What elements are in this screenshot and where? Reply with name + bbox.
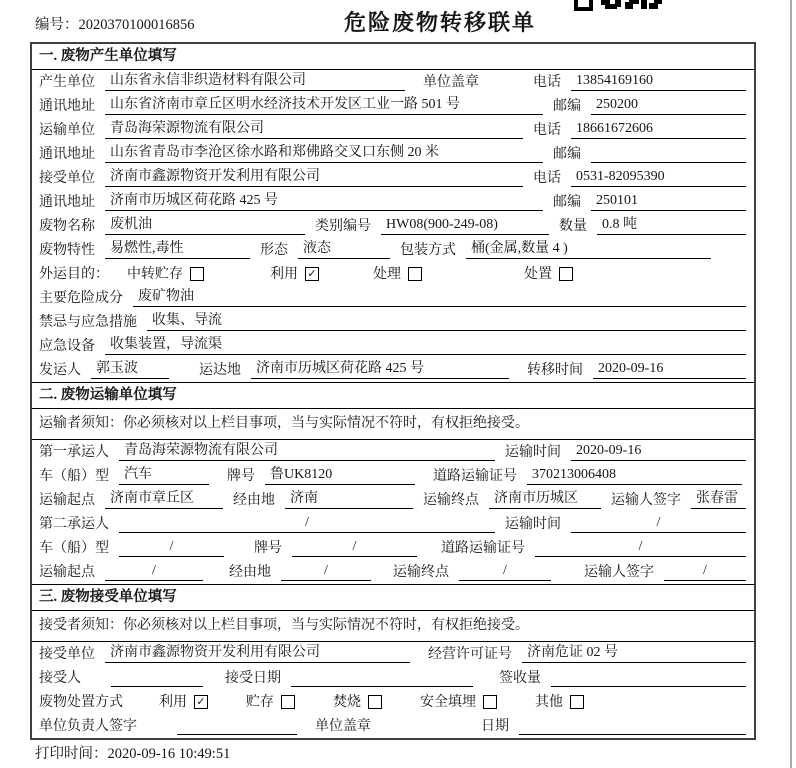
route1-start-label: 运输起点 [39, 493, 95, 508]
receive-date-value [291, 686, 473, 687]
disposal-label: 废物处置方式 [39, 695, 123, 710]
receiver-address-value: 济南市历城区荷花路 425 号 [105, 192, 543, 211]
row-receiver [32, 166, 754, 190]
producer-address-value: 山东省济南市章丘区明水经济技术开发区工业一路 501 号 [105, 96, 543, 115]
option-other [535, 693, 584, 712]
vehicle1-plate-value: 鲁UK8120 [265, 466, 415, 485]
transporter-notice: 运输者须知：你必须核对以上栏目事项，当与实际情况不符时，有权拒绝接受。 [32, 409, 754, 440]
row-waste-name [32, 214, 754, 238]
option-reuse-label: 利用 [270, 267, 298, 282]
transporter-value: 青岛海荣源物流有限公司 [105, 120, 523, 139]
receiver-phone-value: 0531-82095390 [571, 168, 746, 187]
vehicle2-permit-label: 道路运输证号 [441, 541, 525, 556]
row-vehicle2 [32, 536, 754, 560]
route2-start-value: / [105, 562, 203, 581]
checkbox-dispose [559, 267, 573, 281]
waste-traits-value: 易燃性,毒性 [105, 240, 250, 259]
row-carrier2 [32, 512, 754, 536]
row-receiver-address [32, 190, 754, 214]
transporter-address-label: 通讯地址 [39, 147, 95, 162]
transporter-phone-label: 电话 [533, 123, 561, 138]
route2-via-value: / [281, 562, 371, 581]
row-shipper [32, 358, 754, 382]
route1-end-value: 济南市历城区 [489, 490, 601, 509]
carrier1-time-label: 运输时间 [505, 445, 561, 460]
row-vehicle1 [32, 464, 754, 488]
sign-date-value [519, 734, 746, 735]
row-hazard [32, 286, 754, 310]
waste-name-value: 废机油 [105, 216, 305, 235]
waste-category-label: 类别编号 [315, 219, 371, 234]
doc-number-label: 编号： [35, 17, 79, 33]
route1-start-value: 济南市章丘区 [105, 490, 223, 509]
vehicle1-permit-value: 370213006408 [527, 466, 742, 485]
section1-header: 一. 废物产生单位填写 [32, 44, 754, 70]
contraindication-value: 收集、导流 [147, 312, 746, 331]
route2-end-label: 运输终点 [393, 565, 449, 580]
row-responsible-sign [32, 714, 754, 738]
route2-start-label: 运输起点 [39, 565, 95, 580]
option-transfer-storage [127, 265, 204, 284]
receiver-address-label: 通讯地址 [39, 195, 95, 210]
checkbox-other [570, 695, 584, 709]
unit-seal2-label: 单位盖章 [315, 719, 371, 734]
hazard-label: 主要危险成分 [39, 291, 123, 306]
receive-unit-label: 接受单位 [39, 647, 95, 662]
destination-label: 运达地 [199, 363, 241, 378]
option-other-label: 其他 [535, 695, 563, 710]
receive-unit-value: 济南市鑫源物资开发利用有限公司 [105, 644, 410, 663]
checkbox-store [281, 695, 295, 709]
producer-phone-label: 电话 [533, 75, 561, 90]
transporter-label: 运输单位 [39, 123, 95, 138]
option-store-label: 贮存 [246, 695, 274, 710]
option-transfer-storage-label: 中转贮存 [127, 267, 183, 282]
checkbox-reuse: ✓ [305, 267, 319, 281]
waste-quantity-label: 数量 [559, 219, 587, 234]
checkbox-disposal-reuse: ✓ [194, 695, 208, 709]
row-route1 [32, 488, 754, 512]
receipt-amount-value [551, 686, 746, 687]
shipper-label: 发运人 [39, 363, 81, 378]
waste-traits-label: 废物特性 [39, 243, 95, 258]
row-producer [32, 70, 754, 94]
row-contraindication [32, 310, 754, 334]
responsible-sign-label: 单位负责人签字 [39, 719, 137, 734]
waste-form-value: 液态 [298, 240, 390, 259]
route1-via-value: 济南 [285, 490, 413, 509]
option-incinerate-label: 焚烧 [333, 695, 361, 710]
equipment-label: 应急设备 [39, 339, 95, 354]
vehicle1-permit-label: 道路运输证号 [433, 469, 517, 484]
route2-end-value: / [459, 562, 551, 581]
row-receive-person [32, 666, 754, 690]
shipper-value: 郭玉波 [91, 360, 169, 379]
route1-end-label: 运输终点 [423, 493, 479, 508]
hazard-value: 废矿物油 [133, 288, 746, 307]
route1-sign-value: 张春雷 [691, 490, 746, 509]
sign-date-label: 日期 [481, 719, 509, 734]
route2-sign-value: / [664, 562, 746, 581]
document-header [0, 0, 796, 42]
license-value: 济南危证 02 号 [522, 644, 746, 663]
row-transporter [32, 118, 754, 142]
vehicle2-plate-value: / [292, 538, 417, 557]
option-disposal-reuse-label: 利用 [159, 695, 187, 710]
vehicle1-type-value: 汽车 [119, 466, 209, 485]
waste-quantity-value: 0.8 吨 [597, 216, 746, 235]
transfer-time-value: 2020-09-16 [593, 360, 746, 379]
row-carrier1 [32, 440, 754, 464]
equipment-value: 收集装置，导流渠 [105, 336, 746, 355]
row-purpose [32, 262, 754, 286]
waste-name-label: 废物名称 [39, 219, 95, 234]
row-producer-address [32, 94, 754, 118]
doc-number-value: 2020370100016856 [78, 17, 195, 33]
print-time-value: 2020-09-16 10:49:51 [107, 746, 231, 762]
transporter-phone-value: 18661672606 [571, 120, 746, 139]
destination-value: 济南市历城区荷花路 425 号 [251, 360, 509, 379]
contraindication-label: 禁忌与应急措施 [39, 315, 137, 330]
qr-code-icon [574, 0, 662, 11]
route1-sign-label: 运输人签字 [611, 493, 681, 508]
receiver-value: 济南市鑫源物资开发利用有限公司 [105, 168, 523, 187]
route2-sign-label: 运输人签字 [584, 565, 654, 580]
option-store [246, 693, 295, 712]
row-disposal [32, 690, 754, 714]
option-dispose-label: 处置 [524, 267, 552, 282]
carrier2-time-label: 运输时间 [505, 517, 561, 532]
checkbox-treat [408, 267, 422, 281]
vehicle1-plate-label: 牌号 [227, 469, 255, 484]
vehicle2-type-label: 车（船）型 [39, 541, 109, 556]
receive-date-label: 接受日期 [225, 671, 281, 686]
option-dispose [524, 265, 573, 284]
receiver-zip-label: 邮编 [553, 195, 581, 210]
transporter-zip-value [591, 162, 746, 163]
page-edge-line [790, 0, 792, 768]
receive-person-value [111, 686, 203, 687]
row-transporter-address [32, 142, 754, 166]
row-equipment [32, 334, 754, 358]
checkbox-incinerate [368, 695, 382, 709]
producer-zip-label: 邮编 [553, 99, 581, 114]
transporter-zip-label: 邮编 [553, 147, 581, 162]
packing-value: 桶(金属,数量 4 ) [466, 240, 711, 259]
vehicle1-type-label: 车（船）型 [39, 469, 109, 484]
carrier1-value: 青岛海荣源物流有限公司 [119, 442, 495, 461]
option-landfill [420, 693, 497, 712]
producer-address-label: 通讯地址 [39, 99, 95, 114]
print-time [35, 742, 230, 763]
doc-number [35, 13, 195, 34]
carrier2-time-value: / [571, 514, 746, 533]
responsible-sign-value [177, 734, 297, 735]
carrier1-label: 第一承运人 [39, 445, 109, 460]
receipt-amount-label: 签收量 [499, 671, 541, 686]
carrier1-time-value: 2020-09-16 [571, 442, 746, 461]
producer-phone-value: 13854169160 [571, 72, 746, 91]
waste-category-value: HW08(900-249-08) [381, 216, 549, 235]
checkbox-transfer-storage [190, 267, 204, 281]
vehicle2-permit-value: / [535, 538, 746, 557]
manifest-form [30, 42, 756, 740]
receiver-label: 接受单位 [39, 171, 95, 186]
option-disposal-reuse [159, 693, 208, 712]
row-waste-traits [32, 238, 754, 262]
license-label: 经营许可证号 [428, 647, 512, 662]
option-incinerate [333, 693, 382, 712]
option-landfill-label: 安全填埋 [420, 695, 476, 710]
vehicle2-type-value: / [119, 538, 224, 557]
receive-person-label: 接受人 [39, 671, 81, 686]
row-receive-unit [32, 642, 754, 666]
carrier2-label: 第二承运人 [39, 517, 109, 532]
receiver-notice: 接受者须知：你必须核对以上栏目事项，当与实际情况不符时，有权拒绝接受。 [32, 611, 754, 642]
packing-label: 包装方式 [400, 243, 456, 258]
carrier2-value: / [119, 514, 495, 533]
row-route2 [32, 560, 754, 584]
producer-label: 产生单位 [39, 75, 95, 90]
receiver-phone-label: 电话 [533, 171, 561, 186]
unit-seal-label: 单位盖章 [423, 75, 479, 90]
print-time-label: 打印时间： [35, 746, 108, 762]
transporter-address-value: 山东省青岛市李沧区徐水路和郑佛路交叉口东侧 20 米 [105, 144, 543, 163]
option-treat [373, 265, 422, 284]
purpose-label: 外运目的： [39, 267, 109, 282]
waste-form-label: 形态 [260, 243, 288, 258]
section3-header: 三. 废物接受单位填写 [32, 584, 754, 611]
producer-value: 山东省永信非织造材料有限公司 [105, 72, 405, 91]
section2-header: 二. 废物运输单位填写 [32, 382, 754, 409]
option-treat-label: 处理 [373, 267, 401, 282]
checkbox-landfill [483, 695, 497, 709]
vehicle2-plate-label: 牌号 [254, 541, 282, 556]
option-reuse [270, 265, 319, 284]
page-title: 危险废物转移联单 [343, 10, 536, 35]
receiver-zip-value: 250101 [591, 192, 746, 211]
route1-via-label: 经由地 [233, 493, 275, 508]
transfer-time-label: 转移时间 [527, 363, 583, 378]
route2-via-label: 经由地 [229, 565, 271, 580]
producer-zip-value: 250200 [591, 96, 746, 115]
